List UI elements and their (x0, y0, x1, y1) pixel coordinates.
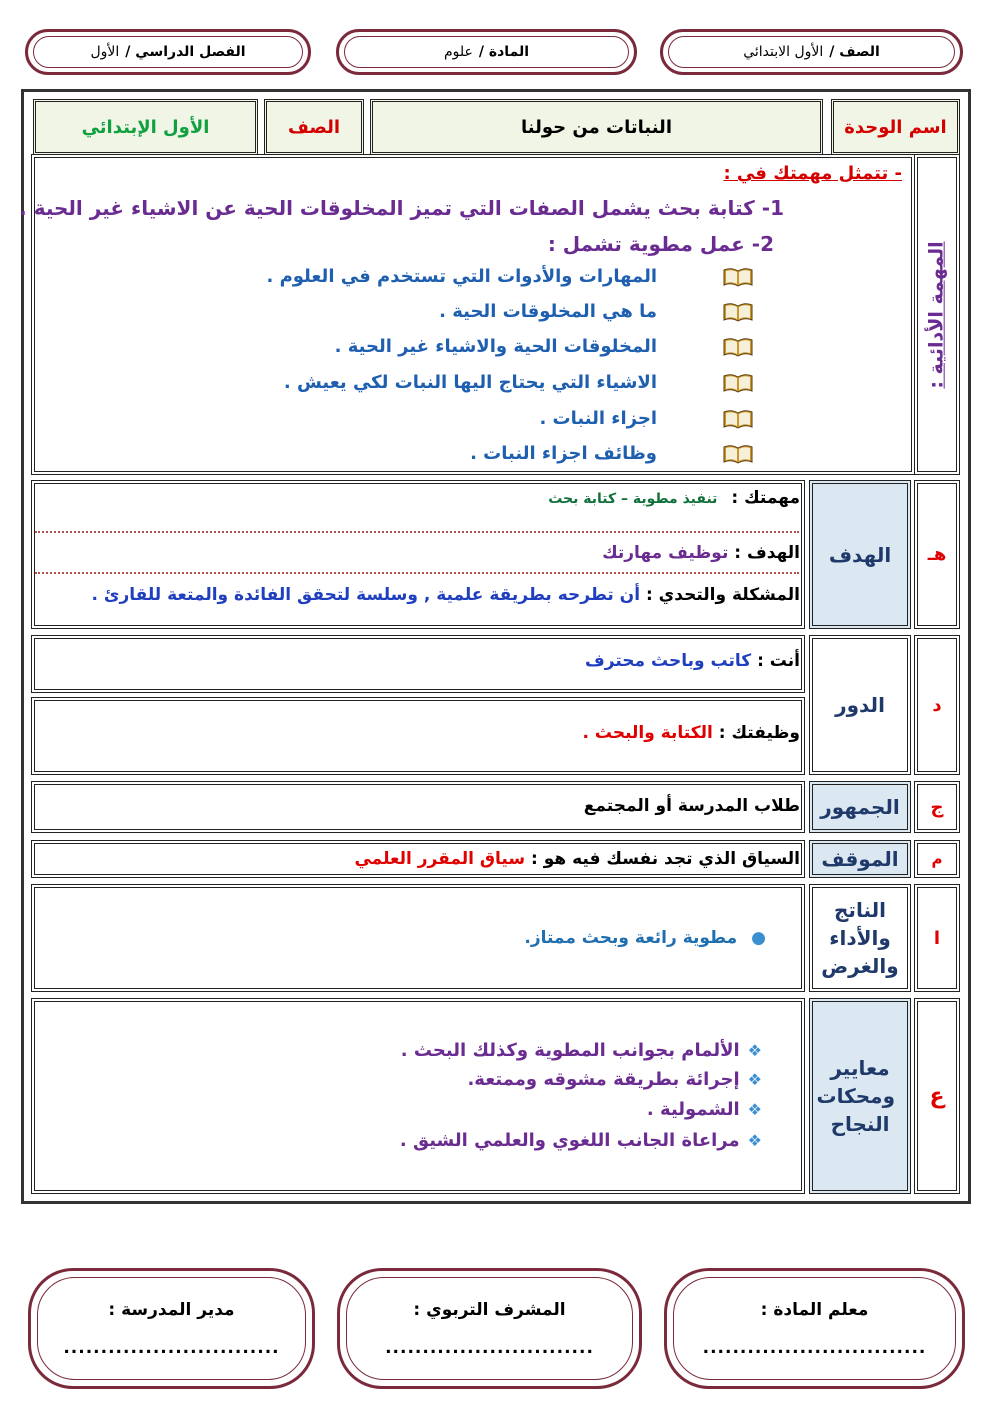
task-side-label (914, 154, 960, 475)
grade-value-cell (33, 99, 258, 155)
criteria-label: معايير ومحكات النجاح (816, 1056, 895, 1136)
role-job-value: الكتابة والبحث . (582, 723, 713, 743)
product-value: مطوية رائعة وبحث ممتاز. (524, 928, 738, 948)
role-you-value: كاتب وباحث محترف (585, 651, 752, 671)
criteria-item (467, 1069, 762, 1090)
subject-value: علوم (443, 44, 473, 60)
book-icon (722, 266, 754, 288)
semester-pill (25, 29, 311, 75)
product-letter: ا (933, 927, 941, 949)
supervisor-signature-line: ............................ (385, 1338, 594, 1358)
bullet-dot-icon: ● (751, 928, 766, 948)
unit-label-cell (831, 99, 960, 155)
teacher-label: معلم المادة : (760, 1300, 869, 1320)
task-bullet-text: وظائف اجزاء النبات . (470, 443, 657, 464)
role-you-label: أنت : (757, 651, 800, 671)
goal-task-label: مهمتك : (731, 488, 800, 508)
book-icon (722, 443, 754, 465)
task-item-1: 1- كتابة بحث يشمل الصفات التي تميز المخلوقات الحية عن الاشياء غير الحية . (19, 196, 784, 220)
goal-letter: هـ (927, 544, 947, 565)
audience-letter: ج (930, 796, 944, 818)
book-icon (722, 301, 754, 323)
grade-header-value: الأول الإبتدائي (81, 116, 210, 138)
goal-challenge-line (92, 585, 801, 605)
performance-task-label: المهمة الأدائية : (925, 240, 948, 389)
goal-task-value: تنفيذ مطوية – كتابة بحث (548, 491, 718, 507)
principal-label: مدير المدرسة : (108, 1300, 235, 1320)
goal-goal-value: توظيف مهارتك (602, 543, 729, 563)
diamond-bullet-icon: ❖ (747, 1100, 762, 1119)
audience-label: الجمهور (820, 795, 900, 819)
unit-value-cell (370, 99, 823, 155)
role-letter-cell (914, 635, 960, 775)
criteria-item-text: الألمام بجوانب المطوية وكذلك البحث . (400, 1040, 740, 1061)
dotted-divider (35, 531, 799, 533)
role-label-cell (809, 635, 911, 775)
diamond-bullet-icon: ❖ (747, 1070, 762, 1089)
role-label: الدور (835, 693, 885, 717)
goal-goal-line (602, 543, 800, 563)
supervisor-label: المشرف التربوي : (413, 1300, 566, 1320)
goal-label-cell (809, 480, 911, 629)
task-bullet-text: الاشياء التي يحتاج اليها النبات لكي يعيش . (283, 372, 657, 393)
goal-goal-label: الهدف : (734, 543, 800, 563)
grade-header-label: الصف (287, 116, 341, 138)
task-bullet-4 (284, 372, 657, 393)
grade-label-cell (264, 99, 364, 155)
product-letter-cell (914, 884, 960, 992)
grade-pill (660, 29, 963, 75)
semester-label: الفصل الدراسي / (125, 44, 246, 60)
criteria-label-cell (809, 998, 911, 1194)
criteria-item (400, 1130, 762, 1151)
audience-value: طلاب المدرسة أو المجتمع (583, 796, 800, 816)
task-bullet-text: ما هي المخلوقات الحية . (439, 301, 657, 322)
criteria-item-text: إجرائة بطريقة مشوقه وممتعة. (467, 1069, 740, 1090)
goal-letter-cell (914, 480, 960, 629)
audience-label-cell (809, 781, 911, 833)
goal-task-line (548, 488, 800, 508)
criteria-item-text: مراعاة الجانب اللغوي والعلمي الشيق . (399, 1130, 740, 1151)
situation-letter-cell (914, 840, 960, 878)
book-icon (722, 408, 754, 430)
goal-challenge-label: المشكلة والتحدي : (645, 585, 800, 605)
criteria-content-box (31, 998, 805, 1194)
criteria-letter: ع (929, 1083, 945, 1109)
task-title: - تتمثل مهمتك في : (723, 163, 902, 184)
situation-value: سياق المقرر العلمي (354, 849, 526, 869)
audience-letter-cell (914, 781, 960, 833)
product-label-cell (809, 884, 911, 992)
goal-challenge-value: أن تطرحه بطريقة علمية , وسلسة لتحقق الفائدة والمتعة للقارئ . (91, 585, 641, 605)
teacher-signature-line: .............................. (702, 1338, 927, 1358)
principal-signature-box (28, 1268, 315, 1389)
task-bullet-1 (266, 266, 657, 287)
principal-signature-line: ............................. (63, 1338, 280, 1358)
goal-label: الهدف (828, 542, 892, 567)
task-bullet-6 (470, 443, 657, 464)
dotted-divider (35, 572, 799, 574)
unit-value: النباتات من حولنا (521, 116, 672, 138)
unit-label: اسم الوحدة (844, 116, 947, 138)
role-job-label: وظيفتك : (718, 723, 800, 743)
task-bullet-5 (539, 408, 657, 429)
task-bullet-text: المخلوقات الحية والاشياء غير الحية . (334, 336, 657, 357)
situation-line (354, 849, 800, 869)
diamond-bullet-icon: ❖ (747, 1041, 762, 1060)
grade-label: الصف / (829, 44, 880, 60)
task-bullet-2 (439, 301, 657, 322)
subject-pill (336, 29, 637, 75)
semester-value: الأول (90, 44, 120, 60)
situation-text: السياق الذي تجد نفسك فيه هو : (531, 849, 800, 869)
diamond-bullet-icon: ❖ (747, 1131, 762, 1150)
grade-value: الأول الابتدائي (743, 44, 824, 60)
role-job-line (582, 723, 800, 743)
criteria-item (647, 1099, 762, 1120)
task-bullet-3 (335, 336, 657, 357)
situation-label: الموقف (821, 847, 899, 871)
task-bullet-text: المهارات والأدوات التي تستخدم في العلوم . (266, 266, 657, 287)
product-label: الناتج والأداء والغرض (821, 898, 899, 978)
task-bullet-text: اجزاء النبات . (539, 408, 657, 429)
criteria-item-text: الشمولية . (646, 1099, 740, 1120)
criteria-item (401, 1040, 762, 1061)
criteria-letter-cell (914, 998, 960, 1194)
book-icon (722, 372, 754, 394)
situation-label-cell (809, 840, 911, 878)
subject-label: المادة / (478, 44, 530, 60)
supervisor-signature-box (337, 1268, 642, 1389)
situation-letter: م (931, 850, 943, 868)
role-letter: د (932, 694, 942, 716)
role-you-line (585, 651, 800, 671)
book-icon (722, 336, 754, 358)
task-item-2: 2- عمل مطوية تشمل : (547, 232, 774, 256)
product-line (524, 928, 766, 948)
teacher-signature-box (664, 1268, 965, 1389)
